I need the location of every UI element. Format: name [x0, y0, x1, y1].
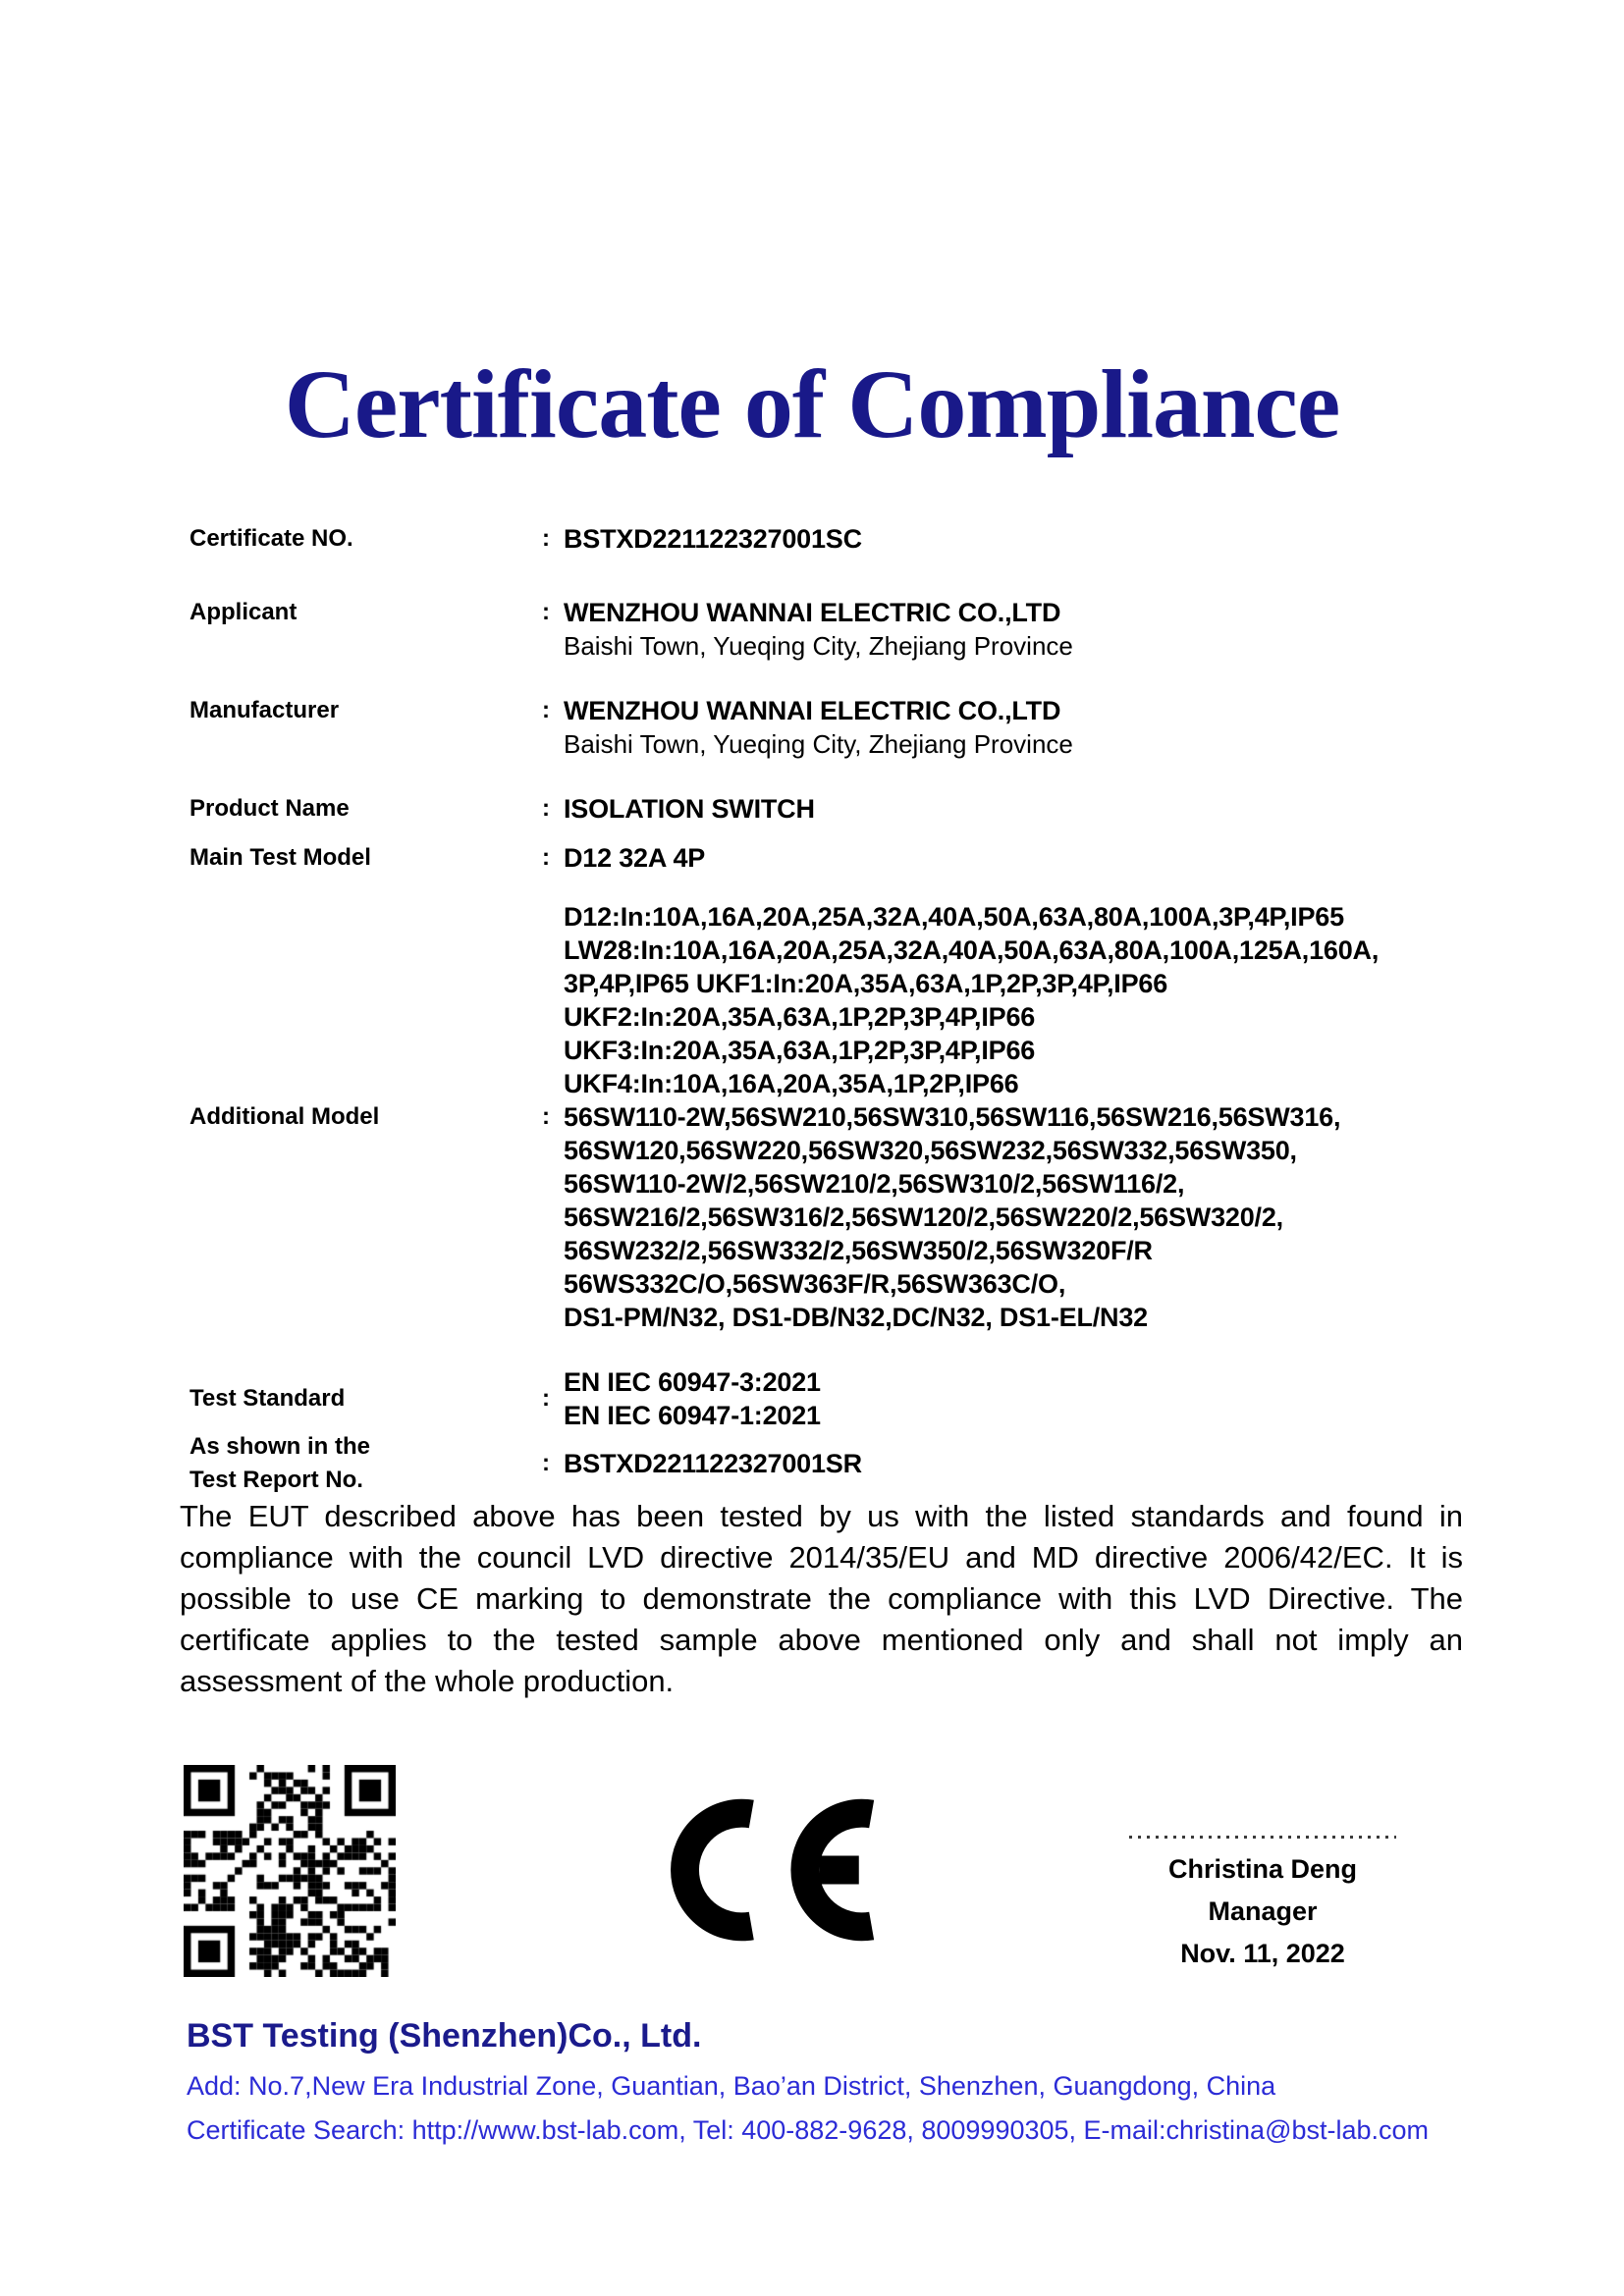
model-line: 56SW232/2,56SW332/2,56SW350/2,56SW320F/R — [564, 1236, 1153, 1265]
row-main-test-model — [189, 841, 1510, 875]
issuer-company-name: BST Testing (Shenzhen)Co., Ltd. — [187, 2017, 702, 2055]
row-test-standard — [189, 1365, 1510, 1432]
test-standard-line: EN IEC 60947-3:2021 — [564, 1367, 821, 1397]
manufacturer-address: Baishi Town, Yueqing City, Zhejiang Province — [564, 729, 1073, 759]
issuer-contact-line: Certificate Search: http://www.bst-lab.com, Tel: 400-882-9628, 8009990305, E-mail:christina@bst-lab.com — [187, 2115, 1430, 2145]
applicant-value-block — [564, 596, 1510, 663]
colon-separator: : — [542, 795, 550, 822]
applicant-label: Applicant — [189, 599, 298, 625]
model-line: 3P,4P,IP65 UKF1:In:20A,35A,63A,1P,2P,3P,4P,IP66 — [564, 969, 1168, 998]
model-line: UKF4:In:10A,16A,20A,35A,1P,2P,IP66 — [564, 1069, 1019, 1098]
model-line: 56SW120,56SW220,56SW320,56SW232,56SW332,56SW350, — [564, 1136, 1297, 1165]
test-standard-lines — [564, 1365, 1510, 1432]
certificate-no-label: Certificate NO. — [189, 525, 353, 552]
signatory-role: Manager — [1208, 1896, 1318, 1926]
manufacturer-label: Manufacturer — [189, 697, 340, 723]
applicant-address: Baishi Town, Yueqing City, Zhejiang Province — [564, 631, 1073, 661]
certificate-title: Certificate of Compliance — [284, 349, 1340, 458]
test-report-label-line2: Test Report No. — [189, 1467, 363, 1493]
test-report-value: BSTXD221122327001SR — [564, 1449, 862, 1478]
model-line: 56SW110-2W,56SW210,56SW310,56SW116,56SW216,56SW316, — [564, 1102, 1341, 1132]
row-applicant — [189, 596, 1510, 663]
model-line: UKF2:In:20A,35A,63A,1P,2P,3P,4P,IP66 — [564, 1002, 1036, 1032]
colon-separator: : — [542, 1385, 550, 1412]
row-certificate-no — [189, 522, 1510, 556]
model-line: 56SW216/2,56SW316/2,56SW120/2,56SW220/2,56SW320/2, — [564, 1202, 1283, 1232]
manufacturer-value-block — [564, 694, 1510, 761]
applicant-name: WENZHOU WANNAI ELECTRIC CO.,LTD — [564, 598, 1061, 627]
product-name-label: Product Name — [189, 795, 350, 822]
additional-model-label: Additional Model — [189, 1103, 380, 1130]
qr-code — [184, 1765, 396, 1977]
test-standard-line: EN IEC 60947-1:2021 — [564, 1401, 821, 1430]
issuer-address: Add: No.7,New Era Industrial Zone, Guantian, Bao’an District, Shenzhen, Guangdong, China — [187, 2071, 1276, 2101]
manufacturer-name: WENZHOU WANNAI ELECTRIC CO.,LTD — [564, 696, 1061, 725]
row-manufacturer — [189, 694, 1510, 761]
issuer-footer — [187, 2016, 1492, 2147]
additional-model-lines — [564, 900, 1510, 1334]
compliance-statement: The EUT described above has been tested by us with the listed standards and found in compliance with the council LVD directive 2014/35/EU and MD directive 2006/42/EC. It is possible to use CE marking to demonstrate the compliance with this LVD Directive. The certificate applies to the tested sample above mentioned only and shall not imply an assessment of the whole production. — [180, 1499, 1463, 1698]
row-additional-model — [189, 900, 1510, 1334]
colon-separator: : — [542, 599, 550, 625]
colon-separator: : — [542, 697, 550, 723]
certificate-no-value: BSTXD221122327001SC — [564, 524, 862, 554]
signature-dotted-line — [1129, 1836, 1396, 1839]
colon-separator: : — [542, 844, 550, 871]
signature-block — [1110, 1848, 1416, 1975]
colon-separator: : — [542, 1103, 550, 1130]
model-line: 56WS332C/O,56SW363F/R,56SW363C/O, — [564, 1269, 1066, 1299]
test-standard-label: Test Standard — [189, 1385, 346, 1412]
model-line: D12:In:10A,16A,20A,25A,32A,40A,50A,63A,80A,100A,3P,4P,IP65 — [564, 902, 1344, 932]
model-line: DS1-PM/N32, DS1-DB/N32,DC/N32, DS1-EL/N32 — [564, 1303, 1148, 1332]
test-report-label-line1: As shown in the — [189, 1433, 371, 1460]
model-line: LW28:In:10A,16A,20A,25A,32A,40A,50A,63A,80A,100A,125A,160A, — [564, 935, 1380, 965]
colon-separator: : — [542, 525, 550, 552]
model-line: 56SW110-2W/2,56SW210/2,56SW310/2,56SW116/2, — [564, 1169, 1185, 1199]
model-line: UKF3:In:20A,35A,63A,1P,2P,3P,4P,IP66 — [564, 1036, 1036, 1065]
row-product-name — [189, 792, 1510, 826]
main-test-model-label: Main Test Model — [189, 844, 371, 871]
colon-separator: : — [542, 1450, 550, 1476]
main-test-model-value: D12 32A 4P — [564, 843, 706, 873]
ce-mark-icon — [671, 1796, 879, 1944]
signature-date: Nov. 11, 2022 — [1180, 1939, 1345, 1968]
product-name-value: ISOLATION SWITCH — [564, 794, 815, 824]
row-test-report — [189, 1430, 1510, 1497]
test-report-label-block — [189, 1430, 542, 1497]
signatory-name: Christina Deng — [1167, 1854, 1358, 1884]
